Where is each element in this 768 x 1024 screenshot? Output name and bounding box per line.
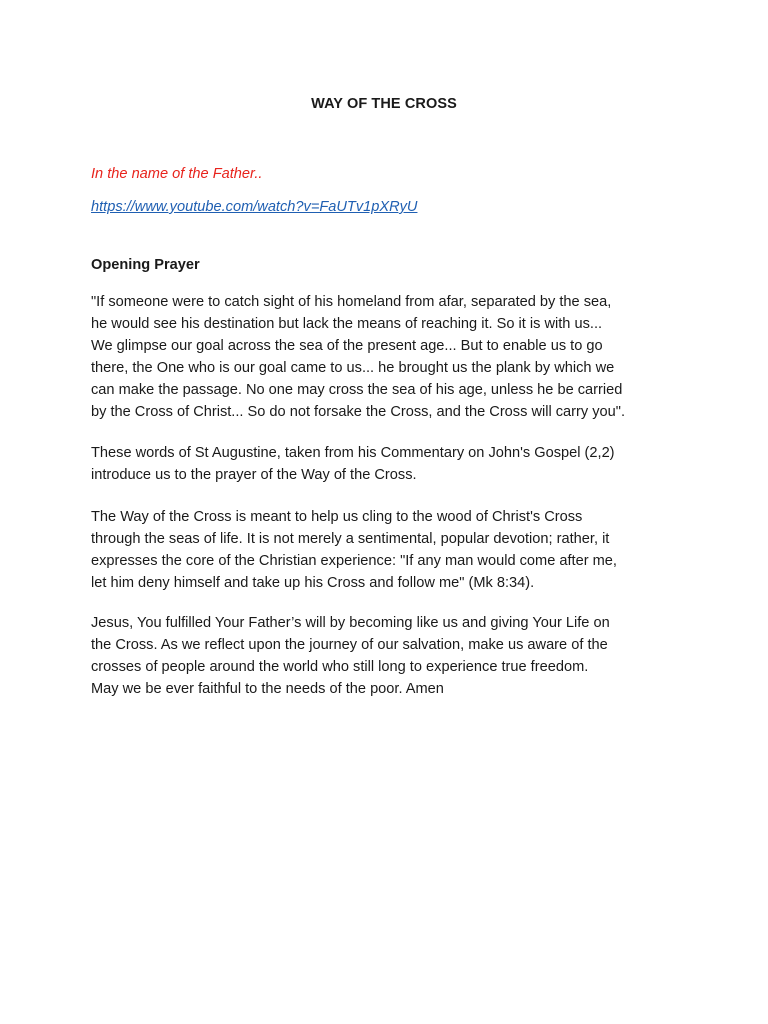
opening-prayer-heading: Opening Prayer	[91, 257, 200, 273]
way-of-cross-paragraph	[91, 506, 681, 594]
paragraph-line: he would see his destination but lack the means of reaching it. So it is with us...	[91, 316, 603, 332]
paragraph-line: May we be ever faithful to the needs of the poor. Amen	[91, 681, 444, 697]
paragraph-line: there, the One who is our goal came to us... he brought us the plank by which we	[91, 360, 615, 376]
paragraph-line: through the seas of life. It is not merely a sentimental, popular devotion; rather, it	[91, 531, 610, 547]
paragraph-line: by the Cross of Christ... So do not forsake the Cross, and the Cross will carry you".	[91, 404, 626, 420]
augustine-quote-paragraph	[91, 291, 681, 423]
youtube-link[interactable]: https://www.youtube.com/watch?v=FaUTv1pXRyU	[91, 199, 418, 215]
jesus-prayer-paragraph	[91, 612, 681, 700]
paragraph-line: the Cross. As we reflect upon the journey of our salvation, make us aware of the	[91, 637, 608, 653]
paragraph-line: can make the passage. No one may cross the sea of his age, unless he be carried	[91, 382, 623, 398]
paragraph-line: let him deny himself and take up his Cross and follow me" (Mk 8:34).	[91, 575, 535, 591]
paragraph-line: The Way of the Cross is meant to help us cling to the wood of Christ's Cross	[91, 509, 583, 525]
augustine-source-paragraph	[91, 442, 681, 486]
paragraph-line: crosses of people around the world who still long to experience true freedom.	[91, 659, 589, 675]
document-title: WAY OF THE CROSS	[311, 96, 457, 112]
invocation-text: In the name of the Father..	[91, 166, 263, 182]
paragraph-line: expresses the core of the Christian experience: "If any man would come after me,	[91, 553, 617, 569]
paragraph-line: introduce us to the prayer of the Way of the Cross.	[91, 467, 417, 483]
paragraph-line: Jesus, You fulfilled Your Father’s will by becoming like us and giving Your Life on	[91, 615, 610, 631]
paragraph-line: These words of St Augustine, taken from his Commentary on John's Gospel (2,2)	[91, 445, 615, 461]
paragraph-line: "If someone were to catch sight of his homeland from afar, separated by the sea,	[91, 294, 612, 310]
paragraph-line: We glimpse our goal across the sea of the present age... But to enable us to go	[91, 338, 603, 354]
